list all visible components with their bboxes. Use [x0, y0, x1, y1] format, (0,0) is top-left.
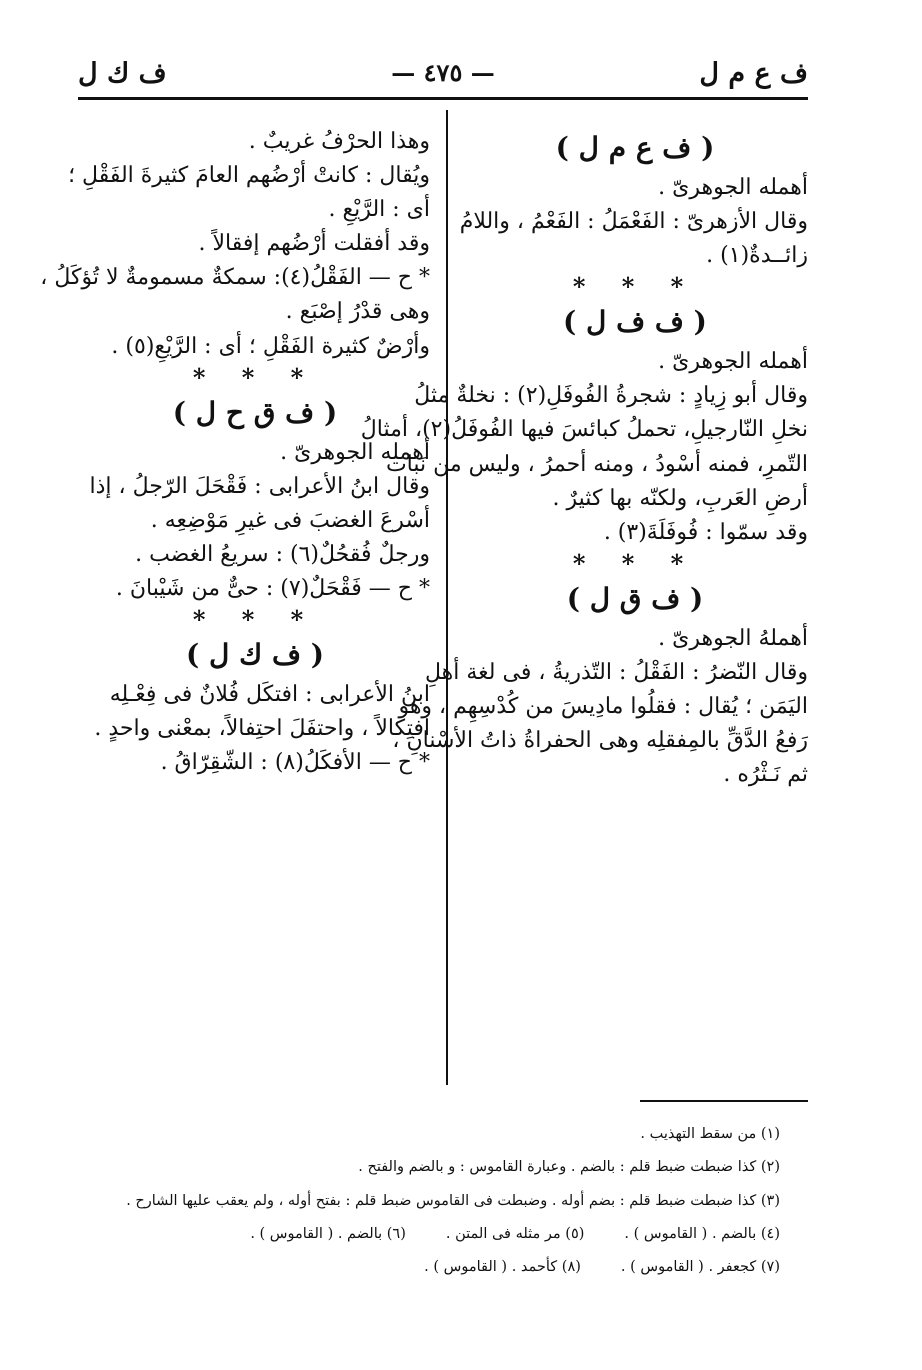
- section-separator: * * *: [572, 548, 698, 578]
- text-line: أهملهُ الجوهرىّ .: [658, 625, 808, 651]
- footnote-1: (١) من سقط التهذيب .: [640, 1126, 780, 1142]
- footnote-6: (٦) بالضم . ( القاموس ) .: [250, 1226, 406, 1243]
- text-line: * ح — الفَقْلُ(٤): سمكةٌ مسمومةٌ لا تُؤكَلُ ،: [40, 265, 430, 291]
- text-line: وقال الأزهرىّ : الفَعْمَلُ : الفَعْمُ ، واللامُ: [459, 209, 808, 235]
- text-line: أرضِ العَربِ، ولكنّه بها كثيرٌ .: [552, 485, 808, 511]
- entry-heading: ( ف ع م ل ): [555, 131, 715, 164]
- text-line: زائــدةٌ(١) .: [706, 243, 808, 269]
- footnote-4: (٤) بالضم . ( القاموس ) .: [624, 1226, 780, 1243]
- text-line: * ح — الأفكَلُ(٨) : الشّقِرّاقُ .: [160, 750, 430, 776]
- text-line: ورجلٌ فُقحُلٌ(٦) : سريعُ الغضب .: [135, 541, 430, 567]
- text-line: وقد سمّوا : فُوفَلَةَ(٣) .: [603, 519, 808, 545]
- column-divider: [446, 110, 448, 1085]
- entry-heading: ( ف ك ل ): [186, 638, 324, 672]
- running-head-left: ف ك ل: [78, 58, 167, 89]
- section-separator: * * *: [192, 605, 318, 635]
- text-line: افتِكالاً ، واحتفَلَ احتِفالاً، بمعْنى واحدٍ .: [94, 716, 430, 742]
- footnote-8: (٨) كأحمد . ( القاموس ) .: [424, 1259, 581, 1276]
- footnote-7: (٧) كجعفر . ( القاموس ) .: [620, 1259, 780, 1276]
- footnote-3: (٣) كذا ضبطت ضبط قلم : بضم أوله . وضبطت فى القاموس ضبط قلم : بفتح أوله ، ولم يعقب عليها الشارح .: [126, 1192, 780, 1209]
- text-line: التّمرِ، فمنه أسْودُ ، ومنه أحمرُ ، وليس من نَبات: [385, 451, 808, 477]
- text-line: اليَمَن ؛ يُقال : فقلُوا مادِيسَ من كُدْسِهِم ، وهو: [398, 694, 808, 720]
- page-number: — ٤٧٥ —: [391, 58, 495, 87]
- text-line: ثم نَـثْرُه .: [723, 762, 808, 788]
- running-head-right: ف ع م ل: [699, 58, 808, 89]
- page-header: [78, 58, 808, 94]
- footnote-5: (٥) مر مثله فى المتن .: [445, 1226, 585, 1243]
- footnotes: [80, 1118, 780, 1285]
- section-separator: * * *: [192, 362, 318, 392]
- text-line: أهمله الجوهرىّ .: [658, 349, 808, 375]
- text-line: رَفعُ الدَّقِّ بالمِفقلِه وهى الحفراةُ ذاتُ الأسْنانِ ،: [392, 728, 808, 754]
- text-line: وقال النّضرُ : الفَقْلُ : التّذريةُ ، فى لغة أهلِ: [425, 659, 808, 685]
- text-line: وقال أبو زِيادٍ : شجرةُ الفُوفَلِ(٢) : نخلةٌ مثلُ: [414, 383, 808, 409]
- text-line: أسْرعَ الغضبَ فى غيرِ مَوْضِعِه .: [150, 507, 430, 533]
- footnote-2: (٢) كذا ضبطت ضبط قلم : بالضم . وعبارة القاموس : و بالضم والفتح .: [358, 1159, 780, 1176]
- text-line: أهمله الجوهرىّ .: [280, 439, 430, 465]
- entry-heading: ( ف ق ل ): [566, 581, 704, 615]
- text-line: ويُقال : كانتْ أرْضُهم العامَ كثيرةَ الفَقْلِ ؛: [68, 163, 430, 189]
- text-line: * ح — فَقْحَلٌ(٧) : حىٌّ من شَيْبانَ .: [115, 576, 430, 602]
- text-line: ابنُ الأعرابى : افتكَل فُلانٌ فى فِعْـلِه: [109, 682, 430, 708]
- entry-heading: ( ف ف ل ): [563, 305, 707, 339]
- footnote-rule: [640, 1100, 808, 1102]
- text-line: أى : الرَّيْعِ .: [328, 197, 430, 223]
- text-line: وقد أفقلت أرْضُهم إفقالاً .: [198, 231, 430, 257]
- footnote-row-4-6: [80, 1218, 780, 1251]
- entry-heading: ( ف ق ح ل ): [172, 395, 338, 429]
- left-column: [40, 125, 430, 780]
- text-line: أهمله الجوهرىّ .: [658, 175, 808, 200]
- text-line: نخلِ النّارجيلِ، تحملُ كبائسَ فيها الفُوفَلُ(٢)، أمثالُ: [360, 417, 808, 443]
- text-line: وهى قدْرُ إصْبَع .: [285, 299, 430, 325]
- text-line: وهذا الحرْفُ غريبٌ .: [248, 129, 430, 154]
- header-rule: [78, 97, 808, 100]
- text-line: وقال ابنُ الأعرابى : فَقْحَلَ الرّجلُ ، إذا: [89, 473, 430, 499]
- section-separator: * * *: [572, 272, 698, 302]
- footnote-row-7-8: [80, 1251, 780, 1284]
- text-line: وأرْضٌ كثيرة الفَقْلِ ؛ أى : الرَّيْعِ(٥) .: [111, 333, 430, 359]
